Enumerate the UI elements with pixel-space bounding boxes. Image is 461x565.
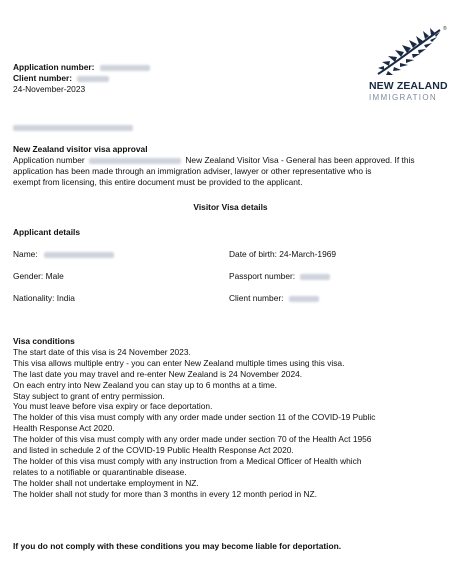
condition-line: and listed in schedule 2 of the COVID-19 Public Health Response Act 2020. <box>13 445 294 456</box>
passport-label: Passport number: <box>229 271 296 281</box>
redacted-reference-line <box>13 119 133 137</box>
redacted-application-number <box>100 65 150 71</box>
visa-conditions-heading: Visa conditions <box>13 336 75 346</box>
redacted-application-number-inline <box>89 158 181 164</box>
condition-line: The holder shall not undertake employment in NZ. <box>13 477 199 488</box>
condition-line: The holder of this visa must comply with any order made under section 11 of the COVID-19 Public <box>13 412 376 423</box>
approval-line-2: application has been made through an immigration adviser, lawyer or other representative who is <box>13 166 372 176</box>
condition-line: The holder of this visa must comply with any instruction from a Medical Officer of Health which <box>13 455 362 466</box>
issue-date: 24-November-2023 <box>13 84 86 94</box>
condition-line: Health Response Act 2020. <box>13 423 115 434</box>
redacted-passport-number <box>300 274 330 280</box>
condition-line: This visa allows multiple entry - you can enter New Zealand multiple times using this visa. <box>13 357 345 368</box>
logo-text-immigration: IMMIGRATION <box>369 93 437 102</box>
condition-line: Stay subject to grant of entry permission. <box>13 390 165 401</box>
approval-line-1-suffix: New Zealand Visitor Visa - General has been approved. If this <box>185 155 415 165</box>
condition-line: You must leave before visa expiry or face deportation. <box>13 401 213 412</box>
application-number-row <box>13 62 150 73</box>
application-number-label: Application number: <box>13 62 95 72</box>
gender: Gender: Male <box>13 271 64 281</box>
client-number-label: Client number: <box>13 73 73 83</box>
deportation-warning: If you do not comply with these conditions you may become liable for deportation. <box>13 541 342 551</box>
client-number-row <box>13 73 109 84</box>
nationality: Nationality: India <box>13 293 75 303</box>
redacted-name <box>44 252 114 258</box>
applicant-name-row <box>13 249 114 260</box>
condition-line: The start date of this visa is 24 November 2023. <box>13 346 191 357</box>
approval-line-1 <box>13 155 415 166</box>
applicant-details-heading: Applicant details <box>13 227 81 237</box>
condition-line: On each entry into New Zealand you can stay up to 6 months at a time. <box>13 379 277 390</box>
silver-fern-icon <box>376 26 442 76</box>
visitor-visa-details-heading: Visitor Visa details <box>193 202 268 212</box>
approval-title: New Zealand visitor visa approval <box>13 144 148 154</box>
applicant-client-number-row <box>229 293 319 304</box>
redacted-applicant-client-number <box>289 296 319 302</box>
condition-line: relates to a notifiable or quarantinable disease. <box>13 466 187 477</box>
visa-conditions-section <box>13 336 443 500</box>
date-of-birth: Date of birth: 24-March-1969 <box>229 249 337 259</box>
nz-immigration-logo <box>368 26 452 106</box>
applicant-client-label: Client number: <box>229 293 284 303</box>
name-label: Name: <box>13 249 38 259</box>
redacted-client-number <box>77 76 109 82</box>
approval-line-1-prefix: Application number <box>13 155 85 165</box>
logo-text-new-zealand: NEW ZEALAND <box>369 80 448 92</box>
condition-line: The holder shall not study for more than 3 months in every 12 month period in NZ. <box>13 488 317 499</box>
passport-number-row <box>229 271 330 282</box>
condition-line: The holder of this visa must comply with any order made under section 70 of the Health Act 1956 <box>13 434 372 445</box>
condition-line: The last date you may travel and re-enter New Zealand is 24 November 2024. <box>13 368 303 379</box>
registered-mark: ® <box>443 26 447 32</box>
approval-line-3: exempt from licensing, this entire document must be provided to the applicant. <box>13 177 303 187</box>
